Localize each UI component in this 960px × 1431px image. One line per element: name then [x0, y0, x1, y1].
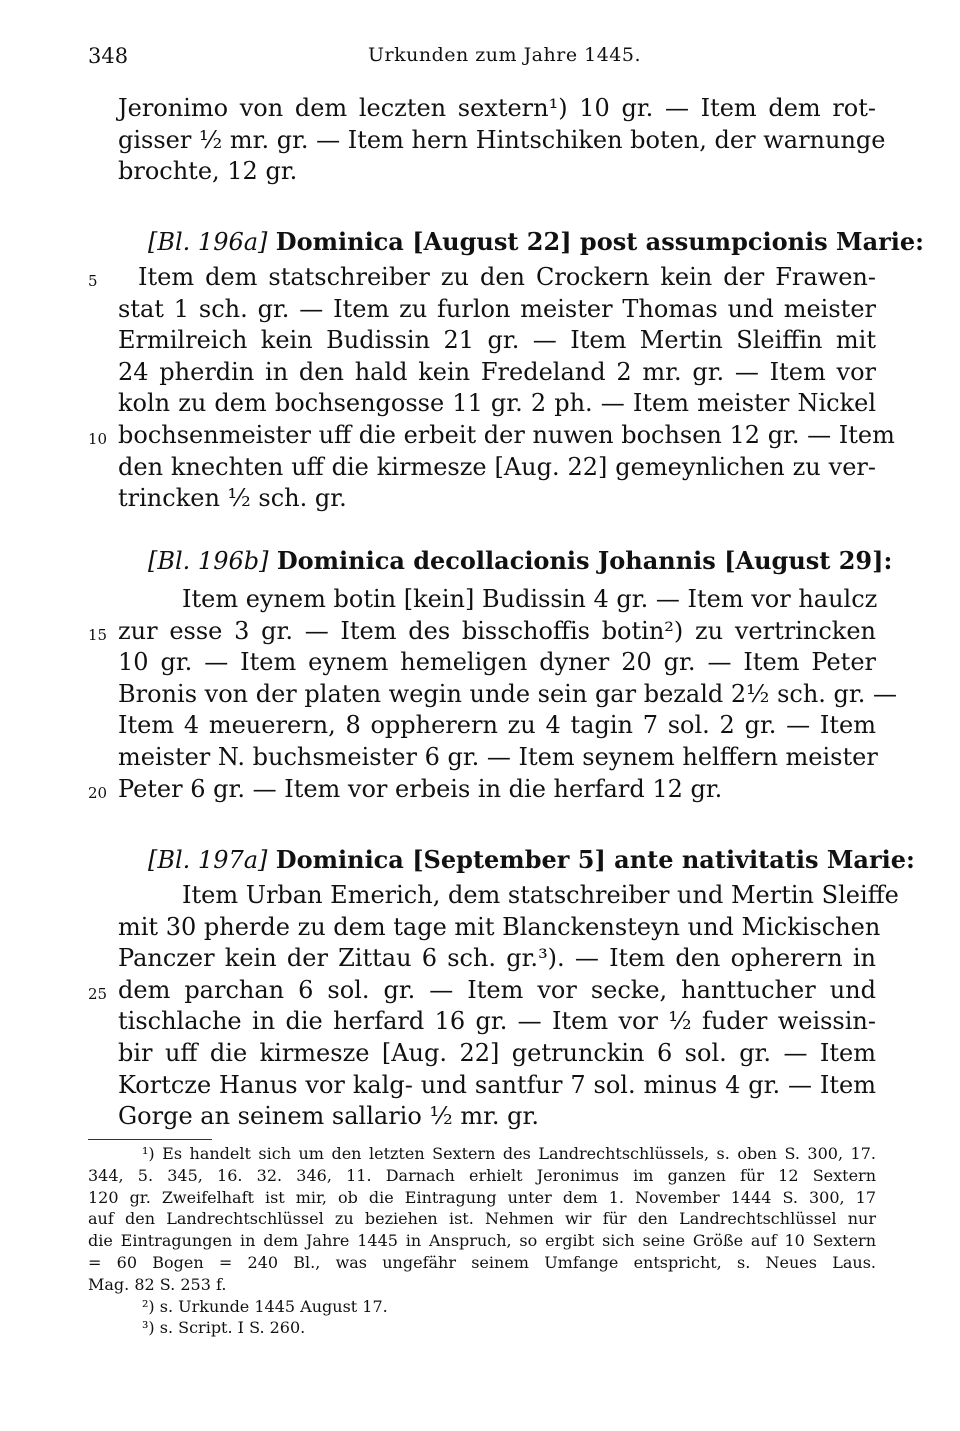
text-line: Peter 6 gr. — Item vor erbeis in die herfard 12 gr.	[118, 774, 723, 803]
text-line: trincken ½ sch. gr.	[118, 484, 347, 513]
section-heading	[148, 845, 915, 874]
folio-reference: [Bl. 197a]	[148, 846, 268, 874]
text-line: Gorge an seinem sallario ½ mr. gr.	[118, 1102, 540, 1131]
text-line: bochsenmeister uff die erbeit der nuwen bochsen 12 gr. — Item	[118, 420, 895, 449]
text-line: tischlache in die herfard 16 gr. — Item vor ½ fuder weissin-	[118, 1007, 876, 1036]
text-line: 24 pherdin in den hald kein Fredeland 2 mr. gr. — Item vor	[118, 357, 876, 386]
intro-paragraph	[118, 93, 886, 188]
footnote-line: 344, 5. 345, 16. 32. 346, 11. Darnach erhielt Jeronimus im ganzen für 12 Sextern	[88, 1165, 876, 1185]
text-line: brochte, 12 gr.	[118, 157, 298, 186]
footnote-line: 120 gr. Zweifelhaft ist mir, ob die Eintragung unter dem 1. November 1444 S. 300, 17	[88, 1187, 876, 1207]
footnote-line: die Eintragungen in dem Jahre 1445 in Anspruch, so ergibt sich seine Größe auf 10 Sextern	[88, 1231, 876, 1251]
text-line: Jeronimo von dem leczten sextern¹) 10 gr. — Item dem rot-	[118, 94, 876, 122]
section-heading	[148, 546, 892, 575]
footnote-line: = 60 Bogen = 240 Bl., was ungefähr seinem Umfange entspricht, s. Neues Laus.	[88, 1252, 876, 1272]
section-heading	[148, 227, 924, 256]
footnote-line: ¹) Es handelt sich um den letzten Sextern des Landrechtschlüssels, s. oben S. 300, 17.	[142, 1144, 876, 1163]
footnote-divider	[88, 1139, 212, 1140]
text-line: Item Urban Emerich, dem statschreiber und Mertin Sleiffe	[182, 881, 899, 909]
text-line: Ermilreich kein Budissin 21 gr. — Item Mertin Sleiffin mit	[118, 326, 876, 355]
footnote-line: auf den Landrechtschlüssel zu beziehen ist. Nehmen wir für den Landrechtschlüssel nur	[88, 1209, 876, 1229]
section-body	[88, 880, 899, 1133]
text-line: Item dem statschreiber zu den Crockern kein der Frawen-	[138, 263, 876, 291]
line-number: 25	[88, 984, 108, 1003]
text-line: zur esse 3 gr. — Item des bisschoffis botin²) zu vertrincken	[118, 616, 876, 645]
footnote-line: Mag. 82 S. 253 f.	[88, 1274, 227, 1294]
text-line: koln zu dem bochsengosse 11 gr. 2 ph. — Item meister Nickel	[118, 389, 876, 418]
text-line: gisser ½ mr. gr. — Item hern Hintschiken boten, der warnunge	[118, 125, 886, 154]
section-title: Dominica [August 22] post assumpcionis Marie:	[275, 227, 925, 256]
text-line: Kortcze Hanus vor kalg- und santfur 7 sol. minus 4 gr. — Item	[118, 1070, 876, 1099]
section-body	[88, 262, 895, 515]
footnote-line: ²) s. Urkunde 1445 August 17.	[142, 1296, 388, 1316]
text-line: Panczer kein der Zittau 6 sch. gr.³). — Item den opherern in	[118, 944, 876, 973]
section-body	[88, 584, 897, 805]
folio-reference: [Bl. 196a]	[148, 228, 268, 256]
text-line: dem parchan 6 sol. gr. — Item vor secke, hanttucher und	[118, 975, 876, 1004]
section-title: Dominica [September 5] ante nativitatis Marie:	[275, 845, 915, 874]
line-number: 15	[88, 625, 108, 644]
footnote-line: ³) s. Script. I S. 260.	[142, 1318, 306, 1338]
text-line: stat 1 sch. gr. — Item zu furlon meister Thomas und meister	[118, 294, 876, 323]
text-line: Bronis von der platen wegin unde sein gar bezald 2½ sch. gr. —	[118, 679, 897, 708]
text-line: den knechten uff die kirmesze [Aug. 22] gemeynlichen zu ver-	[118, 452, 876, 481]
folio-reference: [Bl. 196b]	[148, 547, 269, 575]
text-line: Item 4 meuerern, 8 oppherern zu 4 tagin 7 sol. 2 gr. — Item	[118, 711, 876, 740]
text-line: Item eynem botin [kein] Budissin 4 gr. — Item vor haulcz	[182, 585, 878, 613]
line-number: 10	[88, 429, 108, 448]
footnotes	[88, 1143, 876, 1339]
text-line: 10 gr. — Item eynem hemeligen dyner 20 gr. — Item Peter	[118, 648, 876, 677]
page-number: 348	[88, 44, 129, 68]
text-line: mit 30 pherde zu dem tage mit Blanckensteyn und Mickischen	[118, 912, 881, 941]
running-title: Urkunden zum Jahre 1445.	[368, 44, 642, 66]
line-number: 5	[88, 272, 98, 290]
section-title: Dominica decollacionis Johannis [August 29]:	[276, 546, 893, 575]
text-line: meister N. buchsmeister 6 gr. — Item seynem helffern meister	[118, 742, 878, 771]
text-line: bir uff die kirmesze [Aug. 22] getrunckin 6 sol. gr. — Item	[118, 1038, 876, 1067]
line-number: 20	[88, 783, 108, 802]
